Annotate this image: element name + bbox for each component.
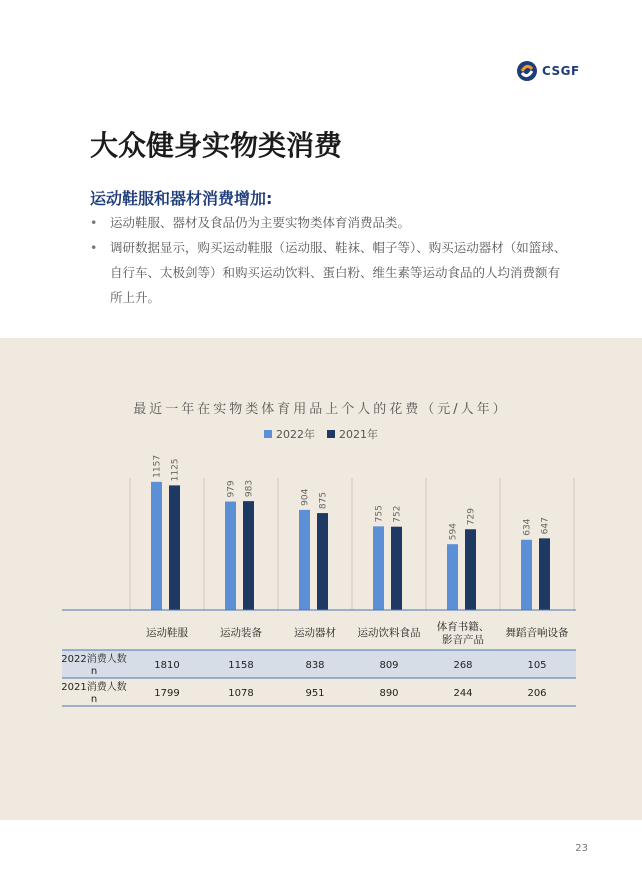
bar-chart [0,338,642,820]
category-label: 运动器材 [294,627,336,639]
bullet-item: • 调研数据显示，购买运动鞋服（运动服、鞋袜、帽子等）、购买运动器材（如篮球、自行车、太极剑等）和购买运动饮料、蛋白粉、维生素等运动食品的人均消费额有所上升。 [90,235,570,310]
value-label-2021: 647 [540,517,551,535]
value-label-2021: 983 [244,479,255,498]
value-label-2022: 755 [374,505,385,523]
table-row-label: 2022消费人数 [61,654,127,665]
bar-2022 [225,502,236,610]
csgf-logo-icon [516,60,538,82]
table-cell: 838 [305,660,325,671]
value-label-2022: 979 [226,480,237,498]
page-title: 大众健身实物类消费 [90,129,343,162]
bullet-list [90,210,570,310]
value-label-2022: 1157 [152,454,163,478]
bar-2021 [169,485,180,610]
category-label: 运动鞋服 [146,627,188,639]
value-label-2022: 594 [448,523,459,541]
value-label-2022: 634 [522,518,533,536]
table-cell: 1078 [228,688,254,699]
bullet-item: • 运动鞋服、器材及食品仍为主要实物类体育消费品类。 [90,210,570,235]
table-cell: 268 [453,660,473,671]
bar-2021 [243,501,254,610]
table-cell: 951 [305,688,325,699]
bar-2022 [373,526,384,610]
value-label-2021: 875 [318,491,329,510]
table-cell: 1158 [228,660,254,671]
page-number: 23 [575,843,588,854]
value-label-2021: 1125 [170,458,181,482]
bar-2021 [317,513,328,610]
value-label-2022: 904 [300,488,311,506]
bar-2022 [151,482,162,610]
table-cell: 1810 [154,660,180,671]
chart-title: 最近一年在实物类体育用品上个人的花费（元/人年） [133,402,509,417]
category-label: 运动饮料食品 [357,627,421,639]
table-row-label: n [90,666,98,677]
value-label-2021: 752 [392,505,403,523]
table-row-label: 2021消费人数 [61,682,127,693]
logo-text: CSGF [542,64,580,78]
table-cell: 809 [379,660,399,671]
legend-label-2022: 2022年 [276,428,315,441]
table-cell: 105 [527,660,547,671]
bar-2022 [447,544,458,610]
logo [516,56,586,86]
category-label: 舞蹈音响设备 [505,627,569,639]
table-cell: 1799 [154,688,180,699]
category-label: 影音产品 [442,634,484,646]
value-label-2021: 729 [466,508,477,526]
category-label: 体育书籍、 [436,621,490,633]
bar-2021 [391,527,402,610]
table-row-label: n [90,694,98,705]
bar-2021 [539,538,550,610]
table-cell: 244 [453,688,473,699]
bar-2022 [521,540,532,610]
table-cell: 206 [527,688,547,699]
bar-2021 [465,529,476,610]
bar-2022 [299,510,310,610]
legend-label-2021: 2021年 [339,428,378,441]
chart-panel [0,338,642,820]
table-cell: 890 [379,688,399,699]
category-label: 运动装备 [220,627,262,639]
section-subtitle: 运动鞋服和器材消费增加: [90,189,273,208]
